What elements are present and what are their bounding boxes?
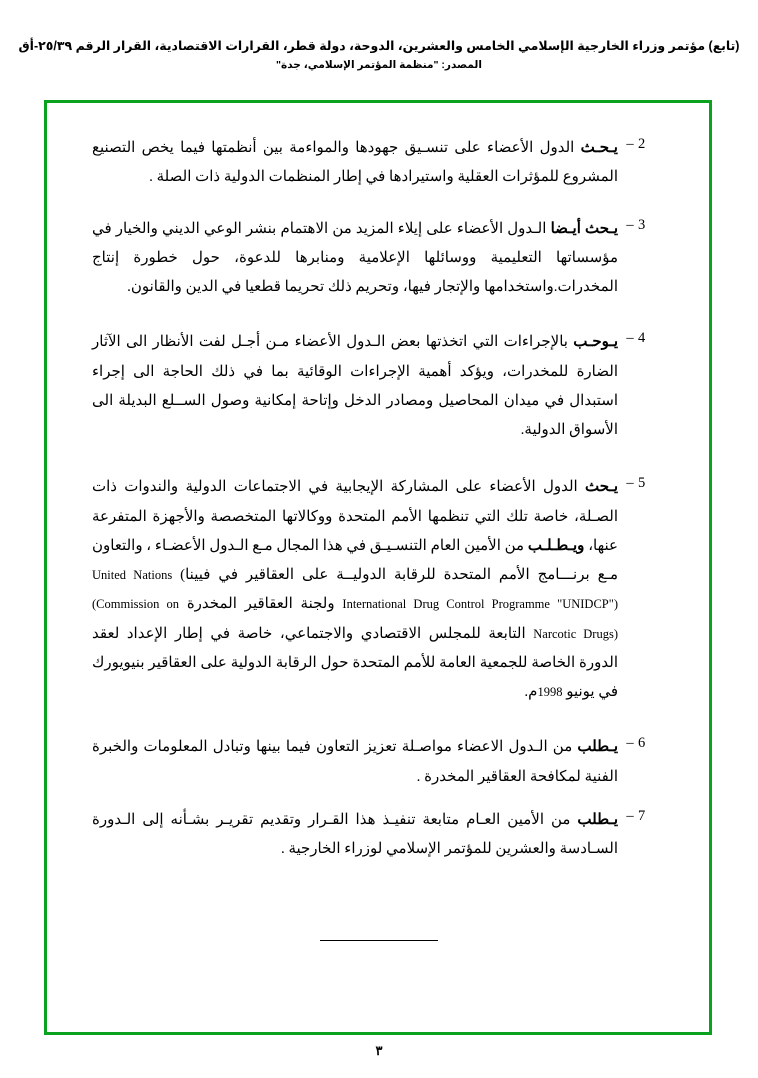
clause-keyword: يـحث أيـضا — [550, 220, 618, 237]
clause-keyword-secondary: ويـطـلـب — [527, 537, 585, 554]
clause-text — [92, 733, 622, 792]
clause-body: من الأمين العـام متابعة تنفيـذ هذا القـرار وتقديم تقريـر بشـأنه إلى الـدورة السـادسة والعشرين للمؤتمر الإسلامي لوزراء الخارجية . — [92, 811, 618, 857]
clause-body: الدول الأعضاء على تنسـيق جهودها والمواءمة بين أنظمتها فيما يخص التصنيع المشروع للمؤثرات العقلية واستيرادها في إطار المنظمات الدولية ذات الصلة . — [92, 140, 618, 186]
clause-text — [92, 134, 622, 193]
clause-item — [92, 134, 672, 193]
clause-dash: – — [626, 735, 634, 752]
clause-item — [92, 806, 672, 865]
separator-rule — [0, 928, 758, 946]
clause-dash: – — [626, 475, 634, 492]
clause-body-3: ولجنة العقاقير المخدرة — [179, 596, 343, 613]
clause-text — [92, 473, 622, 707]
clause-number: 5 — [638, 475, 646, 492]
clause-body: من الـدول الاعضاء مواصـلة تعزيز التعاون فيما بينها وتبادل المعلومات والخبرة الفنية لمكافحة العقاقير المخدرة . — [92, 739, 618, 785]
clause-number: 2 — [638, 136, 646, 152]
horizontal-rule — [320, 940, 438, 941]
clause-dash: – — [626, 216, 634, 233]
clause-number: 7 — [638, 807, 646, 824]
clause-body: الـدول الأعضاء على إيلاء المزيد من الاهتمام بنشر الوعي الديني والخيار في مؤسساتها التعليمية ووسائلها الإعلامية ومنابرها للدعوة، حول خطورة إنتاج المخدرات.واستخدامها والإتجار فيها، وتحريم ذلك تحريما قطعيا في الدين والقانون. — [92, 220, 618, 295]
clause-dash: – — [626, 136, 634, 152]
header-source-line: المصدر: "منظمة المؤتمر الإسلامي، جدة" — [276, 58, 482, 71]
clause-number: 3 — [638, 216, 646, 233]
page-header — [0, 38, 758, 71]
clause-latin-narcotic-drugs: (Commission on Narcotic Drugs) — [92, 597, 618, 641]
clause-body: الدول الأعضاء على المشاركة الإيجابية في الاجتماعات الدولية والندوات ذات الصـلة، خاصة تلك التي تنظمها الأمم المتحدة ووكالاتها المتخصصة والأجهزة المتفرعة عنها، — [92, 479, 618, 554]
clause-keyword: يـحـث — [580, 140, 618, 156]
clause-body-2: من الأمين العام التنسـيـق في هذا المجال مـع الـدول الأعضـاء ، والتعاون مـع برنـــامج الأمم المتحدة للرقابة الدوليــة على العقاقير في فيينا) — [91, 537, 618, 583]
clause-dash: – — [626, 807, 634, 824]
clause-keyword: يـوحـب — [573, 334, 618, 351]
clause-number: 6 — [638, 735, 646, 752]
clause-text — [92, 806, 622, 865]
clause-item — [92, 328, 672, 445]
clause-body-4: التابعة للمجلس الاقتصادي والاجتماعي، خاصة في إطار الإعداد لعقد الدورة الخاصة للجمعية العامة للأمم المتحدة حول الرقابة الدولية على العقاقير بنيويورك في يونيو — [92, 625, 618, 700]
clause-latin-unidcp: United Nations International Drug Control Programme "UNIDCP") — [92, 568, 618, 612]
clause-keyword: يـحث — [585, 479, 618, 496]
clause-keyword: يـطلب — [577, 811, 618, 828]
page-number: ٣ — [375, 1043, 383, 1058]
clause-body: بالإجراءات التي اتخذتها بعض الـدول الأعضاء مـن أجـل لفت الأنظار الى الآثار الضارة للمخدرات، ويؤكد أهمية الإجراءات الوقائية بما في ذلك الحاجة الى إجراء استبدال في ميدان المحاصيل ومصادر الدخل وإتاحة إمكانية وصول الســلع البديلة الى الأسواق الدولية. — [92, 334, 618, 438]
clause-item — [92, 215, 672, 303]
clause-item — [92, 473, 672, 707]
clause-year-1998: 1998 — [537, 685, 563, 699]
clause-number: 4 — [638, 330, 646, 347]
clause-body-5: م. — [524, 684, 538, 700]
clause-keyword: يـطلب — [577, 739, 618, 756]
clause-item — [92, 733, 672, 792]
clause-text — [92, 328, 622, 445]
clause-list — [92, 134, 672, 864]
clause-dash: – — [626, 330, 634, 347]
header-title-line: (تابع) مؤتمر وزراء الخارجية الإسلامي الخامس والعشرين، الدوحة، دولة قطر، القرارات الاقتصادية، القرار الرقم ٢٥/٣٩-أق — [18, 39, 740, 53]
clause-text — [92, 215, 622, 303]
